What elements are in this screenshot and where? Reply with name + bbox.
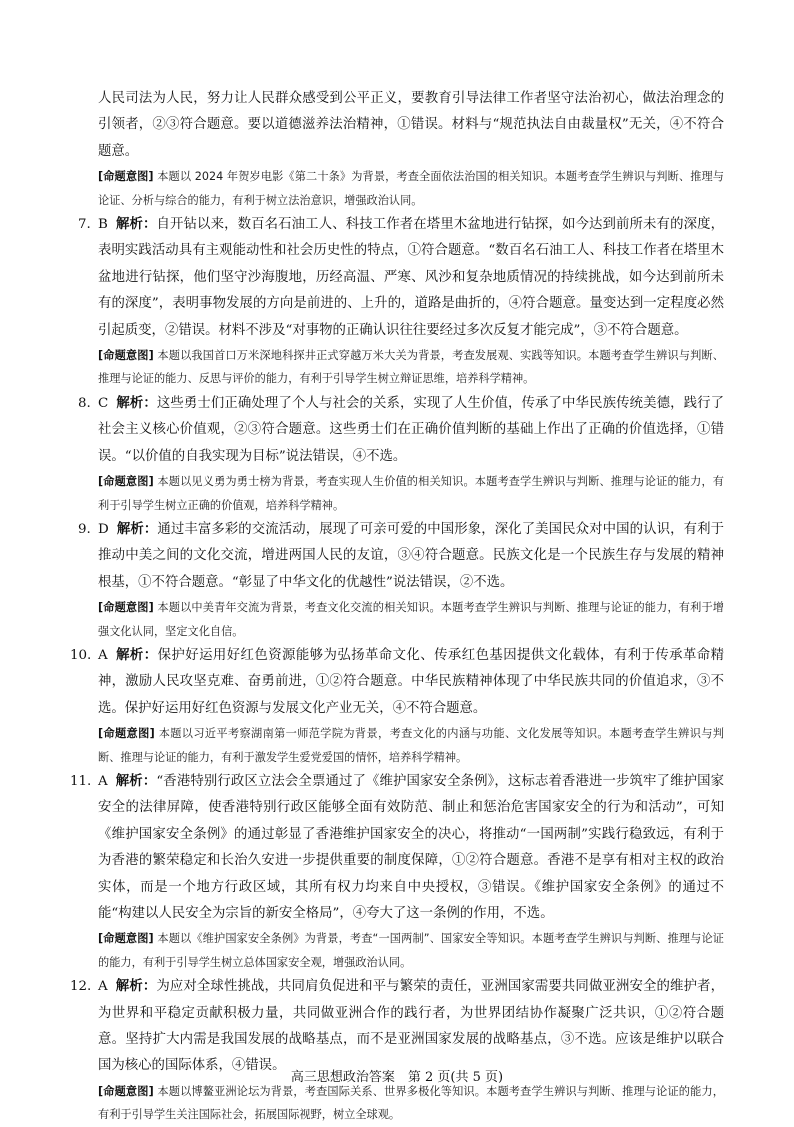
question-intent — [98, 722, 724, 769]
answer-page — [70, 86, 725, 1127]
analysis-text: 自开钻以来，数百名石油工人、科技工作者在塔里木盆地进行钻探，如今达到前所未有的深度，表明实践活动具有主观能动性和社会历史性的特点，①符合题意。“数百名石油工人、科技工作者在塔里木盆地进行钻探，他们坚守沙海腹地，历经高温、严寒、风沙和复杂地质情况的持续挑战，如今达到前所未有的深度”，表明事物发展的方向是前进的、上升的，道路是曲折的，④符合题意。量变达到一定程度必然引起质变，②错误。材料不涉及“对事物的正确认识往往要经过多次反复才能完成”，③不符合题意。 — [98, 217, 725, 338]
question-11 — [70, 769, 724, 974]
intent-text: 本题以 2024 年贺岁电影《第二十条》为背景，考查全面依法治国的相关知识。本题考查学生辨识与判断、推理与论证、分析与综合的能力，有利于树立法治意识，增强政治认同。 — [98, 170, 724, 207]
question-intent — [98, 344, 724, 391]
intent-label: [命题意图] — [98, 727, 155, 741]
analysis-label: 解析： — [115, 217, 157, 233]
analysis-text: 保护好运用好红色资源能够为弘扬革命文化、传承红色基因提供文化载体，有利于传承革命精神，激励人民攻坚克难、奋勇前进，①②符合题意。中华民族精神体现了中华民族共同的价值追求，③不选。保护好运用好红色资源与发展文化产业无关，④不符合题意。 — [98, 647, 725, 716]
analysis-label: 解析： — [116, 395, 157, 411]
question-intent — [98, 596, 724, 643]
question-7 — [78, 212, 724, 391]
question-9 — [78, 517, 724, 643]
intent-label: [命题意图] — [98, 475, 154, 489]
question-number: 10. — [70, 647, 92, 663]
answer-analysis — [98, 643, 724, 722]
analysis-label: 解析： — [115, 979, 157, 995]
answer-letter: A — [98, 773, 108, 789]
intent-label: [命题意图] — [98, 349, 154, 363]
intent-text: 本题以习近平考察湖南第一师范学院为背景，考查文化的内涵与功能、文化发展等知识。本题考查学生辨识与判断、推理与论证的能力，有利于激发学生爱党爱国的情怀，培养科学精神。 — [98, 727, 724, 764]
question-number: 8. — [78, 395, 91, 411]
answer-analysis — [98, 769, 724, 927]
answer-analysis — [98, 974, 724, 1080]
intent-label: [命题意图] — [98, 1084, 154, 1098]
intro-paragraph: 人民司法为人民，努力让人民群众感受到公平正义，要教育引导法律工作者坚守法治初心，做法治理念的引领者，②③符合题意。要以道德滋养法治精神，①错误。材料与“规范执法自由裁量权”无关，④不符合题意。 — [98, 91, 724, 159]
answer-analysis — [98, 391, 724, 470]
analysis-text: 通过丰富多彩的交流活动，展现了可亲可爱的中国形象，深化了美国民众对中国的认识，有利于推动中美之间的文化交流，增进两国人民的友谊，③④符合题意。民族文化是一个民族生存与发展的精神根基，①不符合题意。“彰显了中华文化的优越性”说法错误，②不选。 — [98, 521, 725, 590]
answer-letter: C — [98, 395, 109, 411]
analysis-label: 解析： — [116, 521, 158, 537]
answer-letter: A — [98, 979, 108, 995]
analysis-text: “香港特别行政区立法会全票通过了《维护国家安全条例》，这标志着香港进一步筑牢了维护国家安全的法律屏障，使香港特别行政区能够全面有效防范、制止和惩治危害国家安全的行为和活动”，可知《维护国家安全条例》的通过彰显了香港维护国家安全的决心，将推动“一国两制”实践行稳致远，有利于为香港的繁荣稳定和长治久安进一步提供重要的制度保障，①②符合题意。香港不是享有相对主权的政治实体，而是一个地方行政区域，其所有权力均来自中央授权，③错误。《维护国家安全条例》的通过不能“构建以人民安全为宗旨的新安全格局”，④夸大了这一条例的作用，不选。 — [98, 773, 724, 921]
answer-letter: A — [98, 647, 108, 663]
intent-text: 本题以我国首口万米深地科探井正式穿越万米大关为背景，考查发展观、实践等知识。本题考查学生辨识与判断、推理与论证的能力、反思与评价的能力，有利于引导学生树立辩证思维，培养科学精神。 — [98, 349, 724, 386]
question-10 — [70, 643, 725, 769]
question-number: 11. — [70, 773, 92, 789]
intent-text: 本题以博鳌亚洲论坛为背景，考查国际关系、世界多极化等知识。本题考查学生辨识与判断、推理与论证的能力，有利于引导学生关注国际社会，拓展国际视野，树立全球观。 — [98, 1084, 724, 1122]
question-number: 9. — [78, 521, 91, 537]
analysis-label: 解析： — [115, 773, 157, 789]
answer-letter: B — [98, 217, 108, 233]
intent-text: 本题以《维护国家安全条例》为背景，考查“一国两制”、国家安全等知识。本题考查学生辨识与判断、推理与论证的能力，有利于引导学生树立总体国家安全观，增强政治认同。 — [98, 932, 724, 969]
intent-label: [命题意图] — [98, 601, 154, 615]
answer-analysis — [98, 517, 724, 596]
answer-letter: D — [98, 521, 109, 537]
question-number: 12. — [70, 979, 92, 995]
question-8 — [78, 391, 724, 517]
intro-intent — [78, 165, 724, 212]
question-intent — [98, 470, 724, 517]
intent-text: 本题以中美青年交流为背景，考查文化交流的相关知识。本题考查学生辨识与判断、推理与论证的能力，有利于增强文化认同，坚定文化自信。 — [98, 601, 724, 638]
question-12 — [70, 974, 725, 1126]
question-intent — [98, 927, 724, 974]
analysis-label: 解析： — [115, 647, 158, 663]
intent-label: [命题意图] — [98, 170, 154, 184]
question-intent — [98, 1080, 724, 1127]
analysis-text: 这些勇士们正确处理了个人与社会的关系，实现了人生价值，传承了中华民族传统美德，践行了社会主义核心价值观，②③符合题意。这些勇士们在正确价值判断的基础上作出了正确的价值选择，①错误。“以价值的自我实现为目标”说法错误，④不选。 — [98, 395, 725, 464]
question-number: 7. — [78, 217, 91, 233]
answer-analysis — [98, 212, 724, 344]
intent-label: [命题意图] — [98, 932, 154, 946]
analysis-text: 为应对全球性挑战，共同肩负促进和平与繁荣的责任，亚洲国家需要共同做亚洲安全的维护者，为世界和平稳定贡献积极力量，共同做亚洲合作的践行者，为世界团结协作凝聚广泛共识，①②符合题意。坚持扩大内需是我国发展的战略基点，而不是亚洲国家发展的战略基点，③不选。应该是维护以联合国为核心的国际体系，④错误。 — [98, 979, 725, 1074]
page-footer: 高三思想政治答案 第 2 页(共 5 页) — [290, 1070, 504, 1085]
intent-text: 本题以见义勇为勇士榜为背景，考查实现人生价值的相关知识。本题考查学生辨识与判断、推理与论证的能力，有利于引导学生树立正确的价值观，培养科学精神。 — [98, 475, 724, 512]
